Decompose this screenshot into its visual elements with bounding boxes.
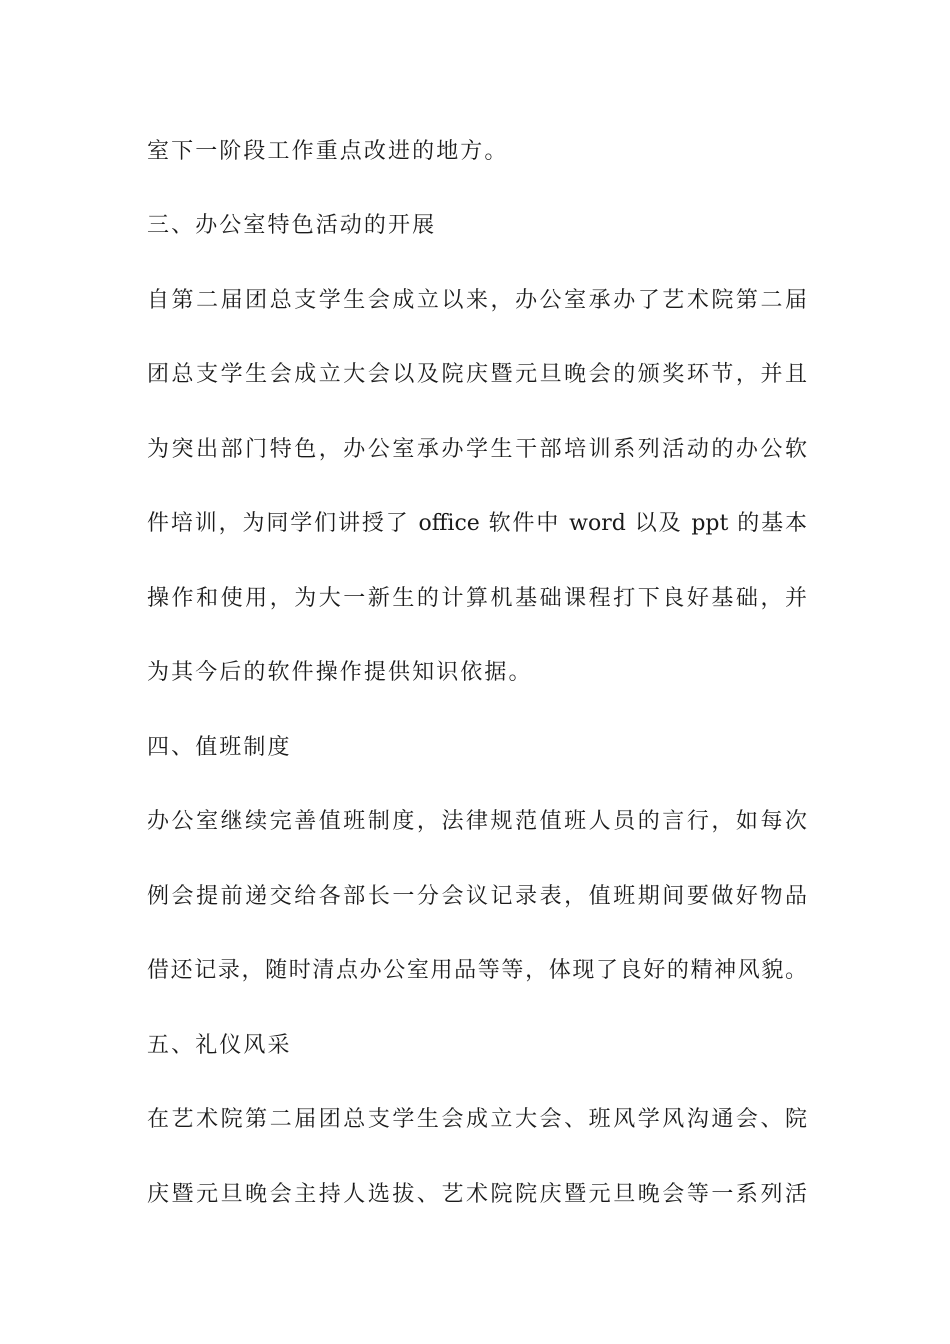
paragraph-line: 团总支学生会成立大会以及院庆暨元旦晚会的颁奖环节，并且 [147,362,807,387]
paragraph-line: 为其今后的软件操作提供知识依据。 [147,660,533,685]
section-heading: 三、办公室特色活动的开展 [147,213,437,238]
paragraph-line: 借还记录，随时清点办公室用品等等，体现了良好的精神风貌。 [147,958,807,983]
paragraph-line: 庆暨元旦晚会主持人选拔、艺术院院庆暨元旦晚会等一系列活 [147,1182,807,1207]
section-heading: 四、值班制度 [147,735,292,760]
paragraph-line: 自第二届团总支学生会成立以来，办公室承办了艺术院第二届 [147,288,807,313]
paragraph-line: 操作和使用，为大一新生的计算机基础课程打下良好基础，并 [147,586,807,611]
paragraph-line: 室下一阶段工作重点改进的地方。 [147,139,509,164]
section-heading: 五、礼仪风采 [147,1033,292,1058]
paragraph-line: 在艺术院第二届团总支学生会成立大会、班风学风沟通会、院 [147,1107,807,1132]
paragraph-line: 例会提前递交给各部长一分会议记录表，值班期间要做好物品 [147,884,807,909]
paragraph-line: 办公室继续完善值班制度，法律规范值班人员的言行，如每次 [147,809,807,834]
paragraph-line: 为突出部门特色，办公室承办学生干部培训系列活动的办公软 [147,437,807,462]
paragraph-line: 件培训，为同学们讲授了 office 软件中 word 以及 ppt 的基本 [147,511,807,536]
